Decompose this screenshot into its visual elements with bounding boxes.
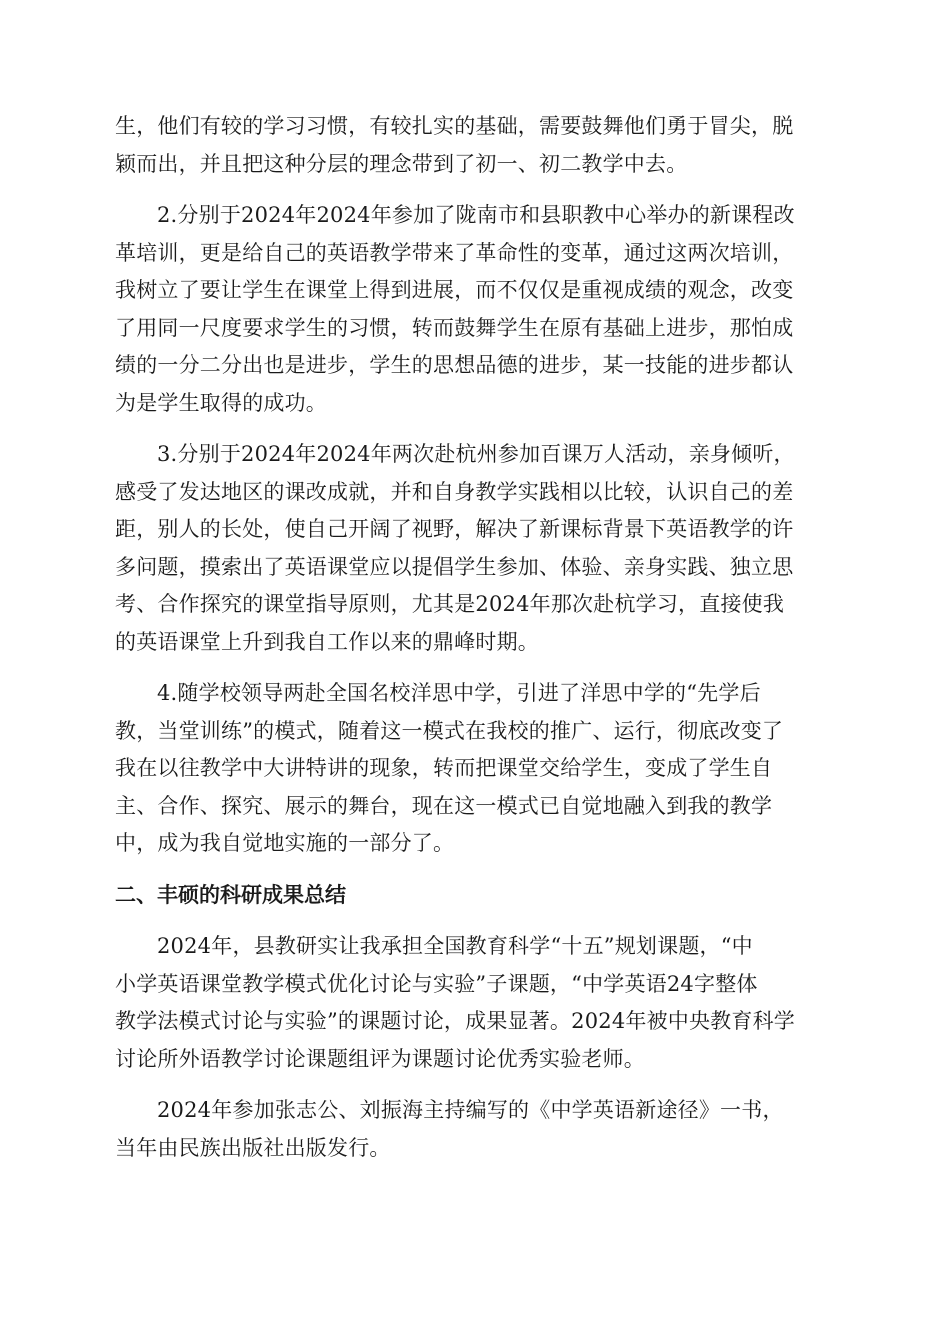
text-line: 颖而出，并且把这种分层的理念带到了初一、初二教学中去。	[115, 151, 688, 176]
text-line: 主、合作、探究、展示的舞台，现在这一模式已自觉地融入到我的教学	[115, 793, 773, 818]
text-line: 的英语课堂上升到我自工作以来的鼎峰时期。	[115, 629, 539, 654]
paragraph-publication	[115, 1092, 837, 1167]
text-line: 讨论所外语教学讨论课题组评为课题讨论优秀实验老师。	[115, 1046, 645, 1071]
paragraph-research	[115, 928, 837, 1078]
paragraph-item-3	[115, 436, 837, 661]
text-line: 教，当堂训练”的模式，随着这一模式在我校的推广、运行，彻底改变了	[115, 718, 784, 743]
text-line: 多问题，摸索出了英语课堂应以提倡学生参加、体验、亲身实践、独立思	[115, 554, 794, 579]
text-line: 2024年，县教研实让我承担全国教育科学“十五”规划课题，“中	[157, 934, 753, 958]
text-line: 当年由民族出版社出版发行。	[115, 1135, 391, 1160]
text-line: 我在以往教学中大讲特讲的现象，转而把课堂交给学生，变成了学生自	[115, 756, 773, 780]
text-line: 4.随学校领导两赴全国名校洋思中学，引进了洋思中学的“先学后	[157, 681, 761, 705]
text-line: 生，他们有较的学习习惯，有较扎实的基础，需要鼓舞他们勇于冒尖，脱	[115, 114, 794, 138]
document-page	[115, 108, 837, 1167]
text-line: 感受了发达地区的课改成就，并和自身教学实践相以比较，认识自己的差	[115, 479, 794, 504]
text-line: 我树立了要让学生在课堂上得到进展，而不仅仅是重视成绩的观念，改变	[115, 278, 794, 302]
text-line: 教学法模式讨论与实验”的课题讨论，成果显著。2024年被中央教育科学	[115, 1009, 795, 1033]
text-line: 革培训，更是给自己的英语教学带来了革命性的变革，通过这两次培训，	[115, 240, 794, 265]
text-line: 考、合作探究的课堂指导原则，尤其是2024年那次赴杭学习，直接使我	[115, 592, 785, 616]
paragraph-continuation	[115, 108, 837, 183]
text-line: 距，别人的长处，使自己开阔了视野，解决了新课标背景下英语教学的许	[115, 517, 794, 541]
text-line: 2.分别于2024年2024年参加了陇南市和县职教中心举办的新课程改	[157, 203, 795, 227]
text-line: 了用同一尺度要求学生的习惯，转而鼓舞学生在原有基础上进步，那怕成	[115, 315, 794, 340]
text-line: 小学英语课堂教学模式优化讨论与实验”子课题，“中学英语24字整体	[115, 971, 758, 996]
text-line: 绩的一分二分出也是进步，学生的思想品德的进步，某一技能的进步都认	[115, 353, 794, 377]
text-line: 3.分别于2024年2024年两次赴杭州参加百课万人活动，亲身倾听，	[157, 442, 795, 466]
text-line: 中，成为我自觉地实施的一部分了。	[115, 831, 455, 855]
section-heading: 二、丰硕的科研成果总结	[115, 882, 346, 907]
text-line: 2024年参加张志公、刘振海主持编写的《中学英语新途径》一书，	[157, 1098, 784, 1122]
paragraph-item-4	[115, 675, 837, 863]
paragraph-item-2	[115, 197, 837, 422]
text-line: 为是学生取得的成功。	[115, 390, 327, 415]
